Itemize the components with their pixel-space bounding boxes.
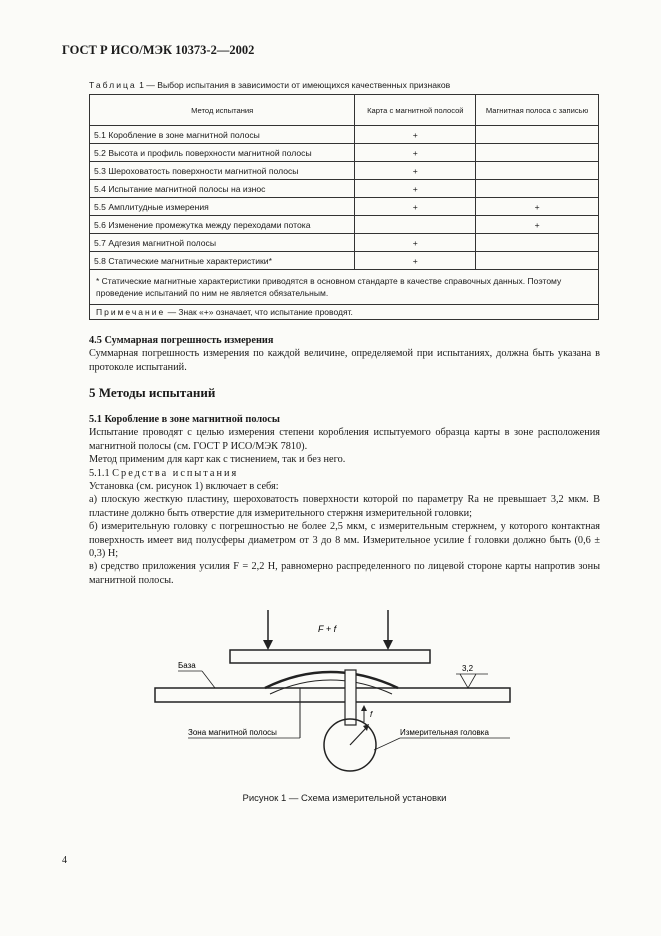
table-row bbox=[90, 198, 599, 216]
subsection-title: Средства испытания bbox=[112, 467, 239, 479]
gauge-head-label: Измерительная головка bbox=[400, 728, 489, 737]
list-item-a: а) плоскую жесткую пластину, шероховатость поверхности которой по параметру Ra не превышает 3,2 мкм. В пластине должно быть отверстие для измерительного стержня измерительной головки; bbox=[89, 494, 600, 519]
table-row bbox=[90, 252, 599, 270]
section-4-5 bbox=[89, 334, 600, 374]
list-item-c: в) средство приложения усилия F = 2,2 Н, равномерно распределенного по лицевой стороне карты напротив зоны магнитной полосы. bbox=[89, 561, 600, 586]
force-arrowhead-right bbox=[383, 640, 393, 650]
roughness-symbol bbox=[460, 674, 476, 688]
card-cell: + bbox=[355, 180, 476, 198]
stripe-cell bbox=[476, 252, 599, 270]
table-footnote-row bbox=[90, 270, 599, 305]
base-plate bbox=[155, 688, 510, 702]
table-row bbox=[90, 216, 599, 234]
section-5-1-p2: Метод применим для карт как с тиснением, так и без него. bbox=[89, 454, 346, 466]
method-cell: 5.7 Адгезия магнитной полосы bbox=[90, 234, 355, 252]
gauge-needle bbox=[350, 728, 366, 745]
card-inner-edge bbox=[270, 680, 392, 694]
table-caption-word: Таблица bbox=[89, 80, 137, 90]
stripe-cell: + bbox=[476, 198, 599, 216]
section-5-title: 5 Методы испытаний bbox=[89, 385, 216, 400]
section-5-1 bbox=[89, 413, 600, 587]
method-cell: 5.6 Изменение промежутка между переходами потока bbox=[90, 216, 355, 234]
section-5-1-1-heading bbox=[89, 467, 600, 480]
card-cell: + bbox=[355, 162, 476, 180]
gauge-head-leader bbox=[374, 738, 400, 750]
stripe-cell bbox=[476, 180, 599, 198]
card-cell: + bbox=[355, 198, 476, 216]
measuring-force-label: f bbox=[370, 710, 373, 719]
force-arrowhead-left bbox=[263, 640, 273, 650]
measuring-force-arrowhead bbox=[361, 705, 367, 711]
page-number: 4 bbox=[62, 855, 67, 866]
measurement-setup-diagram bbox=[150, 610, 520, 785]
table-caption-text: 1 — Выбор испытания в зависимости от имеющихся качественных признаков bbox=[136, 80, 451, 90]
column-header-card: Карта с магнитной полосой bbox=[355, 95, 476, 126]
table-row bbox=[90, 144, 599, 162]
section-5 bbox=[89, 386, 600, 399]
table-row bbox=[90, 234, 599, 252]
stripe-cell bbox=[476, 162, 599, 180]
table-row bbox=[90, 162, 599, 180]
table-note-row bbox=[90, 305, 599, 320]
table-row bbox=[90, 180, 599, 198]
table-note-text: — Знак «+» означает, что испытание проводят. bbox=[165, 307, 353, 317]
table-note bbox=[90, 305, 599, 320]
base-leader bbox=[202, 671, 215, 688]
table-header-row bbox=[90, 95, 599, 126]
card-cell: + bbox=[355, 252, 476, 270]
roughness-value: 3,2 bbox=[462, 664, 474, 673]
stripe-cell bbox=[476, 144, 599, 162]
method-cell: 5.4 Испытание магнитной полосы на износ bbox=[90, 180, 355, 198]
column-header-stripe: Магнитная полоса с записью bbox=[476, 95, 599, 126]
table-note-word: Примечание bbox=[96, 307, 166, 317]
column-header-method: Метод испытания bbox=[90, 95, 355, 126]
table-caption bbox=[89, 80, 450, 90]
measuring-stem bbox=[345, 670, 356, 725]
card-cell: + bbox=[355, 234, 476, 252]
card-cell: + bbox=[355, 144, 476, 162]
stripe-cell bbox=[476, 126, 599, 144]
stripe-cell: + bbox=[476, 216, 599, 234]
force-label: F + f bbox=[318, 624, 337, 634]
table-footnote: * Статические магнитные характеристики приводятся в основном стандарте в качестве справочных данных. Поэтому проведение испытаний по ним не является обязательным. bbox=[90, 270, 599, 305]
section-5-1-p1: Испытание проводят с целью измерения степени коробления испытуемого образца карты в зоне расположения магнитной полосы (см. ГОСТ Р ИСО/МЭК 7810). bbox=[89, 427, 600, 452]
force-plate bbox=[230, 650, 430, 663]
subsection-number: 5.1.1 bbox=[89, 467, 113, 479]
method-cell: 5.3 Шероховатость поверхности магнитной полосы bbox=[90, 162, 355, 180]
card-cell bbox=[355, 216, 476, 234]
method-cell: 5.1 Коробление в зоне магнитной полосы bbox=[90, 126, 355, 144]
method-cell: 5.2 Высота и профиль поверхности магнитной полосы bbox=[90, 144, 355, 162]
card-cell: + bbox=[355, 126, 476, 144]
document-header: ГОСТ Р ИСО/МЭК 10373-2—2002 bbox=[62, 43, 255, 57]
figure-caption: Рисунок 1 — Схема измерительной установки bbox=[242, 793, 447, 804]
table-row bbox=[90, 126, 599, 144]
base-label: База bbox=[178, 661, 196, 670]
section-5-1-title: 5.1 Коробление в зоне магнитной полосы bbox=[89, 414, 280, 425]
stripe-cell bbox=[476, 234, 599, 252]
section-5-1-p3: Установка (см. рисунок 1) включает в себя: bbox=[89, 481, 279, 493]
method-cell: 5.5 Амплитудные измерения bbox=[90, 198, 355, 216]
test-selection-table bbox=[89, 94, 599, 320]
section-4-5-title: 4.5 Суммарная погрешность измерения bbox=[89, 335, 274, 346]
method-cell: 5.8 Статические магнитные характеристики* bbox=[90, 252, 355, 270]
section-4-5-text: Суммарная погрешность измерения по каждой величине, определяемой при испытаниях, должна быть указана в протоколе испытаний. bbox=[89, 348, 600, 373]
stripe-zone-label: Зона магнитной полосы bbox=[188, 728, 277, 737]
list-item-b: б) измерительную головку с погрешностью не более 2,5 мкм, с измерительным стержнем, у которого контактная поверхность имеет вид полусферы диаметром от 3 до 8 мм. Измерительное усилие f головки должно быть (0,6 ± 0,3) Н; bbox=[89, 521, 600, 560]
